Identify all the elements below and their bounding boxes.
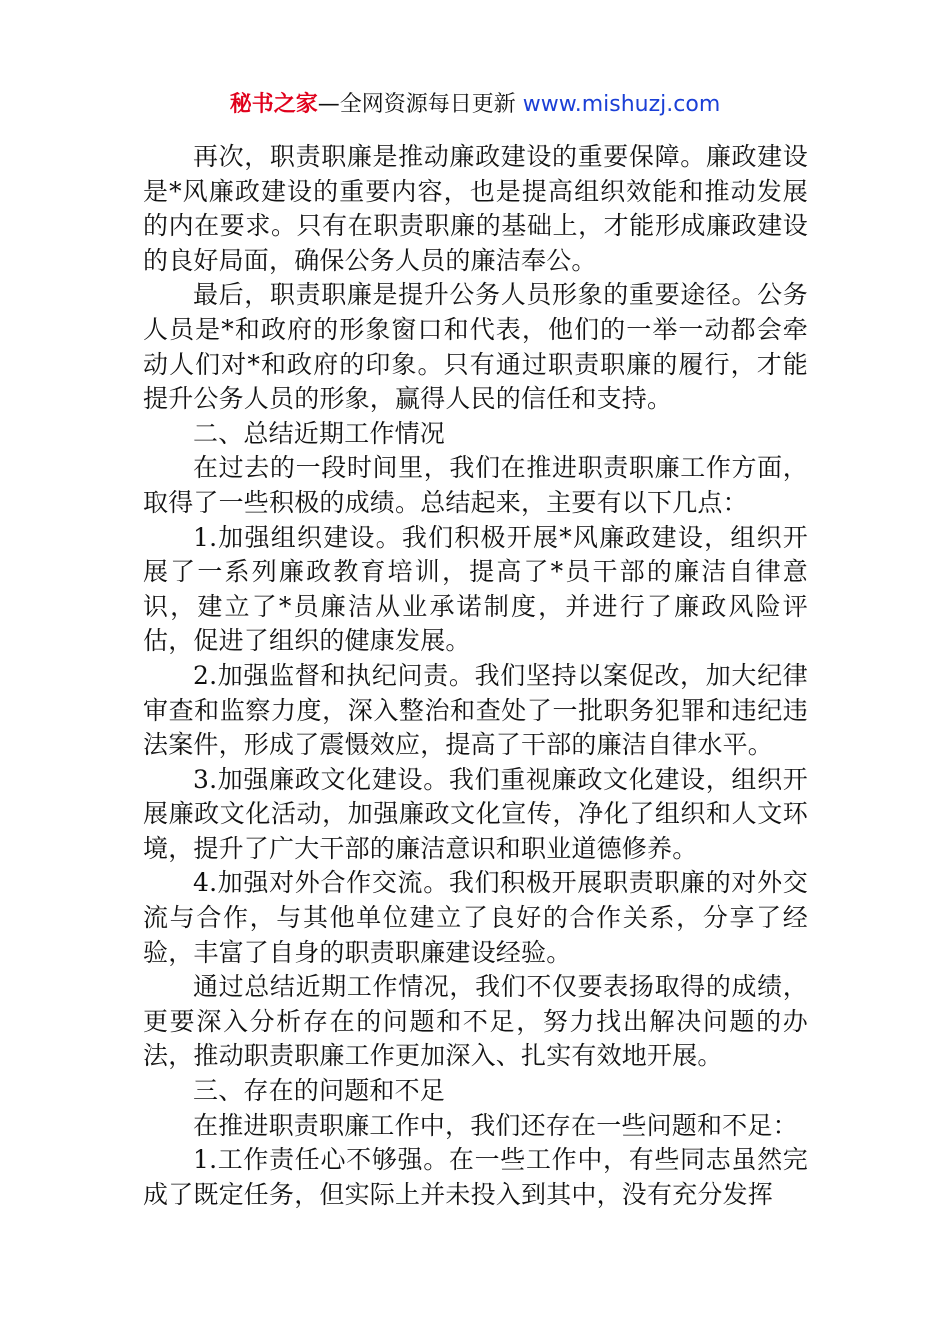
list-item: 1.工作责任心不够强。在一些工作中，有些同志虽然完成了既定任务，但实际上并未投入到其中，没有充分发挥 xyxy=(143,1145,808,1209)
header-site-url: www.mishuzj.com xyxy=(522,92,721,117)
list-item: 1.加强组织建设。我们积极开展*风廉政建设，组织开展了一系列廉政教育培训，提高了*员干部的廉洁自律意识，建立了*员廉洁从业承诺制度，并进行了廉政风险评估，促进了组织的健康发展。 xyxy=(143,522,808,656)
paragraph: 通过总结近期工作情况，我们不仅要表扬取得的成绩，更要深入分析存在的问题和不足，努力找出解决问题的办法，推动职责职廉工作更加深入、扎实有效地开展。 xyxy=(143,972,808,1071)
paragraph: 最后，职责职廉是提升公务人员形象的重要途径。公务人员是*和政府的形象窗口和代表，他们的一举一动都会牵动人们对*和政府的印象。只有通过职责职廉的履行，才能提升公务人员的形象，赢得人民的信任和支持。 xyxy=(143,280,808,414)
watermark-header xyxy=(0,88,950,122)
section-heading: 三、存在的问题和不足 xyxy=(193,1076,446,1106)
list-item: 2.加强监督和执纪问责。我们坚持以案促改，加大纪律审查和监察力度，深入整治和查处了一批职务犯罪和违纪违法案件，形成了震慑效应，提高了干部的廉洁自律水平。 xyxy=(143,660,808,760)
document-body xyxy=(143,140,808,1212)
list-item: 4.加强对外合作交流。我们积极开展职责职廉的对外交流与合作，与其他单位建立了良好的合作关系，分享了经验，丰富了自身的职责职廉建设经验。 xyxy=(143,868,808,967)
list-item: 3.加强廉政文化建设。我们重视廉政文化建设，组织开展廉政文化活动，加强廉政文化宣传，净化了组织和人文环境，提升了广大干部的廉洁意识和职业道德修养。 xyxy=(143,764,808,863)
paragraph: 在推进职责职廉工作中，我们还存在一些问题和不足： xyxy=(193,1110,798,1140)
header-brand: 秘书之家 xyxy=(229,92,318,117)
header-tagline: —全网资源每日更新 xyxy=(317,92,516,117)
paragraph: 再次，职责职廉是推动廉政建设的重要保障。廉政建设是*风廉政建设的重要内容，也是提高组织效能和推动发展的内在要求。只有在职责职廉的基础上，才能形成廉政建设的良好局面，确保公务人员的廉洁奉公。 xyxy=(143,142,808,275)
section-heading: 二、总结近期工作情况 xyxy=(193,418,446,448)
paragraph: 在过去的一段时间里，我们在推进职责职廉工作方面，取得了一些积极的成绩。总结起来，主要有以下几点： xyxy=(143,453,808,517)
